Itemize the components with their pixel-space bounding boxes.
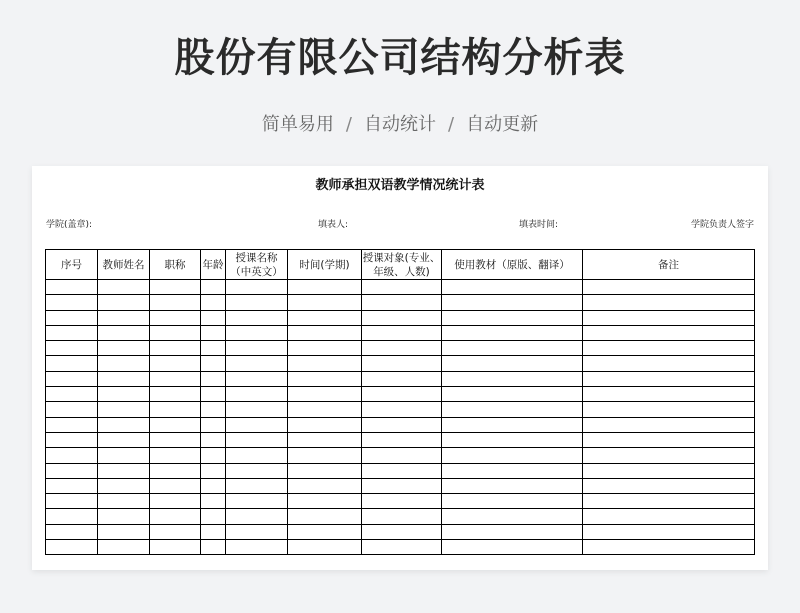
table-cell — [226, 509, 288, 524]
filler-label: 填表人: — [318, 220, 349, 230]
table-cell — [362, 540, 442, 555]
table-cell — [226, 387, 288, 402]
column-header-semester: 时间(学期) — [288, 250, 362, 280]
table-row — [46, 448, 755, 463]
table-cell — [362, 310, 442, 325]
table-cell — [442, 387, 583, 402]
table-cell — [46, 463, 98, 478]
column-header-textbook: 使用教材（原版、翻译） — [442, 250, 583, 280]
table-cell — [442, 356, 583, 371]
table-cell — [226, 540, 288, 555]
table-cell — [583, 402, 755, 417]
subtitle-part-auto-stats: 自动统计 — [364, 114, 436, 135]
table-cell — [150, 310, 201, 325]
table-cell — [98, 356, 150, 371]
table-cell — [583, 540, 755, 555]
table-cell — [583, 356, 755, 371]
table-cell — [362, 280, 442, 295]
table-cell — [583, 509, 755, 524]
table-cell — [46, 402, 98, 417]
table-cell — [442, 417, 583, 432]
table-cell — [288, 463, 362, 478]
table-cell — [362, 295, 442, 310]
column-header-age: 年龄 — [201, 250, 226, 280]
table-row — [46, 478, 755, 493]
table-cell — [362, 356, 442, 371]
table-cell — [226, 494, 288, 509]
table-cell — [201, 432, 226, 447]
table-cell — [150, 417, 201, 432]
table-cell — [442, 494, 583, 509]
table-cell — [583, 417, 755, 432]
table-cell — [362, 494, 442, 509]
table-cell — [288, 432, 362, 447]
table-cell — [442, 341, 583, 356]
table-cell — [46, 540, 98, 555]
table-cell — [288, 325, 362, 340]
table-cell — [583, 478, 755, 493]
dean-signature-label: 学院负责人签字 — [690, 220, 754, 230]
table-cell — [201, 325, 226, 340]
table-cell — [150, 478, 201, 493]
table-cell — [288, 524, 362, 539]
table-cell — [362, 432, 442, 447]
table-row — [46, 356, 755, 371]
table-cell — [201, 295, 226, 310]
subtitle-part-auto-update: 自动更新 — [466, 114, 539, 135]
table-cell — [226, 371, 288, 386]
table-cell — [201, 356, 226, 371]
table-cell — [362, 478, 442, 493]
table-cell — [98, 341, 150, 356]
table-cell — [288, 341, 362, 356]
table-cell — [442, 540, 583, 555]
table-cell — [442, 463, 583, 478]
table-cell — [583, 387, 755, 402]
table-row — [46, 295, 755, 310]
spreadsheet-preview — [32, 166, 768, 570]
table-cell — [46, 280, 98, 295]
table-cell — [288, 478, 362, 493]
table-row — [46, 402, 755, 417]
table-cell — [46, 478, 98, 493]
table-cell — [98, 463, 150, 478]
table-cell — [98, 478, 150, 493]
table-cell — [442, 402, 583, 417]
table-cell — [201, 540, 226, 555]
table-cell — [46, 371, 98, 386]
table-cell — [226, 402, 288, 417]
table-cell — [46, 494, 98, 509]
subtitle — [0, 112, 800, 138]
table-cell — [46, 509, 98, 524]
table-cell — [226, 356, 288, 371]
table-cell — [150, 524, 201, 539]
table-cell — [150, 280, 201, 295]
table-row — [46, 509, 755, 524]
table-cell — [226, 341, 288, 356]
table-cell — [201, 509, 226, 524]
college-seal-label: 学院(盖章): — [46, 220, 93, 230]
table-cell — [362, 524, 442, 539]
table-cell — [98, 524, 150, 539]
table-cell — [442, 280, 583, 295]
table-cell — [150, 341, 201, 356]
table-cell — [362, 387, 442, 402]
table-cell — [150, 432, 201, 447]
subtitle-separator: / — [448, 114, 455, 135]
table-cell — [201, 341, 226, 356]
table-row — [46, 325, 755, 340]
table-cell — [98, 417, 150, 432]
table-row — [46, 540, 755, 555]
table-cell — [201, 524, 226, 539]
table-cell — [442, 478, 583, 493]
table-cell — [201, 280, 226, 295]
table-cell — [201, 371, 226, 386]
table-cell — [98, 310, 150, 325]
table-header-row — [46, 250, 755, 280]
table-row — [46, 341, 755, 356]
table-cell — [583, 280, 755, 295]
table-row — [46, 371, 755, 386]
table-cell — [46, 356, 98, 371]
table-cell — [583, 448, 755, 463]
table-cell — [98, 402, 150, 417]
table-cell — [201, 478, 226, 493]
table-cell — [150, 540, 201, 555]
table-cell — [98, 509, 150, 524]
table-cell — [150, 463, 201, 478]
table-row — [46, 417, 755, 432]
table-cell — [288, 494, 362, 509]
table-row — [46, 463, 755, 478]
table-cell — [201, 417, 226, 432]
table-cell — [150, 325, 201, 340]
table-cell — [46, 325, 98, 340]
table-cell — [442, 325, 583, 340]
table-cell — [98, 448, 150, 463]
table-cell — [226, 295, 288, 310]
table-cell — [288, 280, 362, 295]
table-cell — [46, 310, 98, 325]
table-cell — [150, 371, 201, 386]
table-cell — [226, 463, 288, 478]
table-cell — [362, 402, 442, 417]
table-cell — [46, 432, 98, 447]
table-cell — [46, 387, 98, 402]
table-cell — [98, 432, 150, 447]
table-cell — [288, 417, 362, 432]
table-cell — [442, 310, 583, 325]
table-cell — [288, 402, 362, 417]
table-cell — [583, 310, 755, 325]
table-cell — [46, 341, 98, 356]
table-cell — [362, 325, 442, 340]
table-cell — [442, 295, 583, 310]
table-cell — [362, 448, 442, 463]
table-cell — [46, 295, 98, 310]
table-cell — [98, 371, 150, 386]
page-title: 股份有限公司结构分析表 — [174, 35, 626, 81]
table-cell — [150, 402, 201, 417]
table-cell — [288, 509, 362, 524]
table-cell — [288, 356, 362, 371]
table-cell — [288, 540, 362, 555]
table-cell — [150, 356, 201, 371]
table-cell — [46, 448, 98, 463]
table-cell — [226, 417, 288, 432]
table-row — [46, 494, 755, 509]
table-cell — [442, 448, 583, 463]
fill-time-label: 填表时间: — [519, 220, 559, 230]
table-cell — [226, 310, 288, 325]
table-cell — [362, 341, 442, 356]
table-cell — [98, 295, 150, 310]
table-cell — [98, 387, 150, 402]
table-cell — [288, 387, 362, 402]
column-header-title: 职称 — [150, 250, 201, 280]
column-header-course-name: 授课名称（中英文） — [226, 250, 288, 280]
table-cell — [362, 509, 442, 524]
column-header-audience: 授课对象(专业、年级、人数) — [362, 251, 441, 278]
column-header-remarks: 备注 — [583, 250, 755, 280]
table-cell — [98, 280, 150, 295]
table-cell — [583, 494, 755, 509]
table-row — [46, 280, 755, 295]
table-cell — [362, 417, 442, 432]
table-cell — [98, 494, 150, 509]
table-cell — [583, 432, 755, 447]
table-cell — [201, 402, 226, 417]
table-row — [46, 524, 755, 539]
table-cell — [288, 310, 362, 325]
table-cell — [150, 448, 201, 463]
table-cell — [150, 494, 201, 509]
table-cell — [583, 295, 755, 310]
table-cell — [442, 371, 583, 386]
table-cell — [442, 432, 583, 447]
table-cell — [362, 371, 442, 386]
table-cell — [583, 371, 755, 386]
table-cell — [46, 417, 98, 432]
table-cell — [583, 524, 755, 539]
table-cell — [150, 509, 201, 524]
table-cell — [150, 295, 201, 310]
statistics-table — [45, 249, 755, 555]
table-cell — [288, 448, 362, 463]
table-cell — [583, 463, 755, 478]
table-body — [46, 280, 755, 555]
table-cell — [226, 448, 288, 463]
table-cell — [46, 524, 98, 539]
table-cell — [98, 540, 150, 555]
table-cell — [226, 478, 288, 493]
table-cell — [201, 448, 226, 463]
column-header-index: 序号 — [46, 250, 98, 280]
table-cell — [226, 280, 288, 295]
table-row — [46, 432, 755, 447]
table-cell — [201, 310, 226, 325]
table-row — [46, 387, 755, 402]
table-cell — [150, 387, 201, 402]
table-cell — [201, 387, 226, 402]
table-cell — [201, 463, 226, 478]
table-cell — [98, 325, 150, 340]
table-cell — [442, 524, 583, 539]
subtitle-part-easy: 简单易用 — [261, 114, 334, 135]
sheet-title: 教师承担双语教学情况统计表 — [315, 178, 485, 193]
table-cell — [288, 371, 362, 386]
table-cell — [288, 295, 362, 310]
table-cell — [226, 524, 288, 539]
table-cell — [583, 325, 755, 340]
table-cell — [442, 509, 583, 524]
table-cell — [226, 325, 288, 340]
column-header-teacher-name: 教师姓名 — [98, 250, 150, 280]
table-cell — [362, 463, 442, 478]
table-cell — [226, 432, 288, 447]
table-row — [46, 310, 755, 325]
table-cell — [583, 341, 755, 356]
table-cell — [201, 494, 226, 509]
subtitle-separator: / — [345, 114, 352, 135]
